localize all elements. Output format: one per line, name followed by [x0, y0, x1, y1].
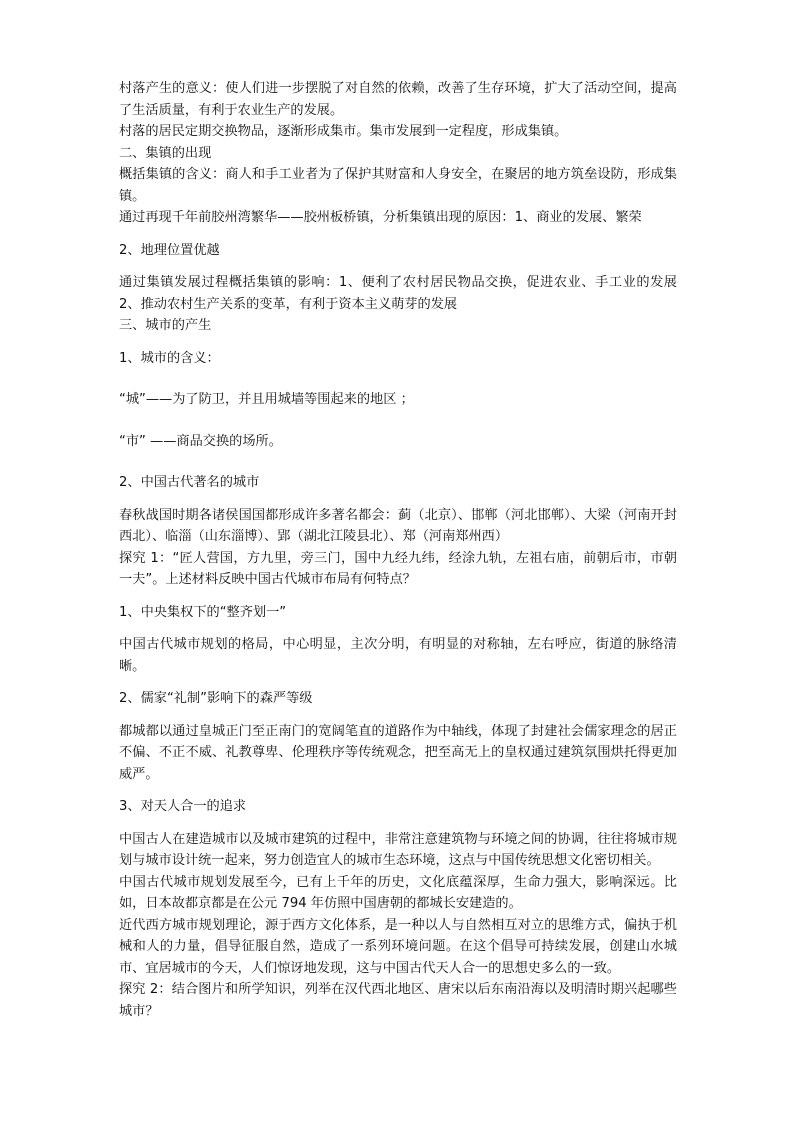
- paragraph-cheng-definition: “城”——为了防卫，并且用城墙等围起来的地区 ；: [119, 392, 414, 407]
- paragraph-shi-definition: “市” ——商品交换的场所。: [119, 433, 282, 449]
- heading-city-origin: 三、城市的产生: [119, 318, 212, 333]
- paragraph-inquiry-1: 探究 1：“匠人营国，方九里，旁三门，国中九经九纬，经涂九轨，左祖右庙，前朝后市，市朝一夫”。上述材料反映中国古代城市布局有何特点？: [119, 550, 677, 587]
- paragraph-central-planning: 1、中央集权下的“整齐划一”: [119, 604, 287, 620]
- paragraph-city-meaning: 1、城市的含义：: [119, 350, 220, 366]
- paragraph-central-axis: 都城都以通过皇城正门至正南门的宽阔笔直的道路作为中轴线，体现了封建社会儒家理念的居正不偏、不正不威、礼教尊卑、伦理秩序等传统观念，把至高无上的皇权通过建筑氛围烘托得更加威严。: [119, 723, 677, 782]
- paragraph-village-significance: 村落产生的意义：使人们进一步摆脱了对自然的依赖，改善了生存环境，扩大了活动空间，提高了生活质量，有利于农业生产的发展。: [119, 81, 677, 118]
- paragraph-town-definition: 概括集镇的含义：商人和手工业者为了保护其财富和人身安全，在聚居的地方筑垒设防，形成集镇。: [119, 167, 677, 204]
- paragraph-town-causes: 通过再现千年前胶州湾繁华——胶州板桥镇，分析集镇出现的原因：1、商业的发展、繁荣: [119, 210, 642, 225]
- paragraph-market-formation: 村落的居民定期交换物品，逐渐形成集市。集市发展到一定程度，形成集镇。: [119, 124, 568, 139]
- paragraph-harmony-pursuit: 3、对天人合一的追求: [119, 799, 247, 814]
- paragraph-inquiry-2: 探究 2：结合图片和所学知识，列举在汉代西北地区、唐宋以后东南沿海以及明清时期兴起哪些城市？: [119, 982, 677, 1019]
- paragraph-confucian-hierarchy: 2、儒家“礼制”影响下的森严等级: [119, 691, 313, 706]
- paragraph-famous-cities: 2、中国古代著名的城市: [119, 475, 260, 490]
- paragraph-warring-states-capitals: 春秋战国时期各诸侯国国都形成许多著名都会：蓟（北京）、邯郸（河北邯郸）、大梁（河南开封西北）、临淄（山东淄博）、郢（湖北江陵县北）、郑（河南郑州西）: [119, 507, 677, 544]
- heading-town-emergence: 二、集镇的出现: [119, 145, 212, 161]
- document-body: [119, 78, 677, 1022]
- paragraph-geographic-location: 2、地理位置优越: [119, 242, 220, 258]
- paragraph-western-theory: 近代西方城市规划理论，源于西方文化体系，是一种以人与自然相互对立的思维方式，偏执于机械和人的力量，倡导征服自然，造成了一系列环境问题。在这个倡导可持续发展，创建山水城市、宜居城市的今天，人们惊讶地发现，这与中国古代天人合一的思想史多么的一致。: [119, 917, 677, 976]
- paragraph-city-layout: 中国古代城市规划的格局，中心明显，主次分明，有明显的对称轴，左右呼应，街道的脉络清晰。: [119, 637, 677, 674]
- paragraph-ecological-environment: 中国古人在建造城市以及城市建筑的过程中，非常注意建筑物与环境之间的协调，往往将城市规划与城市设计统一起来，努力创造宜人的城市生态环境，这点与中国传统思想文化密切相关。: [119, 831, 677, 868]
- paragraph-town-impact: 通过集镇发展过程概括集镇的影响：1、便利了农村居民物品交换，促进农业、手工业的发展 2、推动农村生产关系的变革，有利于资本主义萌芽的发展: [119, 275, 677, 312]
- paragraph-planning-history: 中国古代城市规划发展至今，已有上千年的历史，文化底蕴深厚，生命力强大，影响深远。比如，日本故都京都是在公元 794 年仿照中国唐朝的都城长安建造的。: [119, 874, 677, 911]
